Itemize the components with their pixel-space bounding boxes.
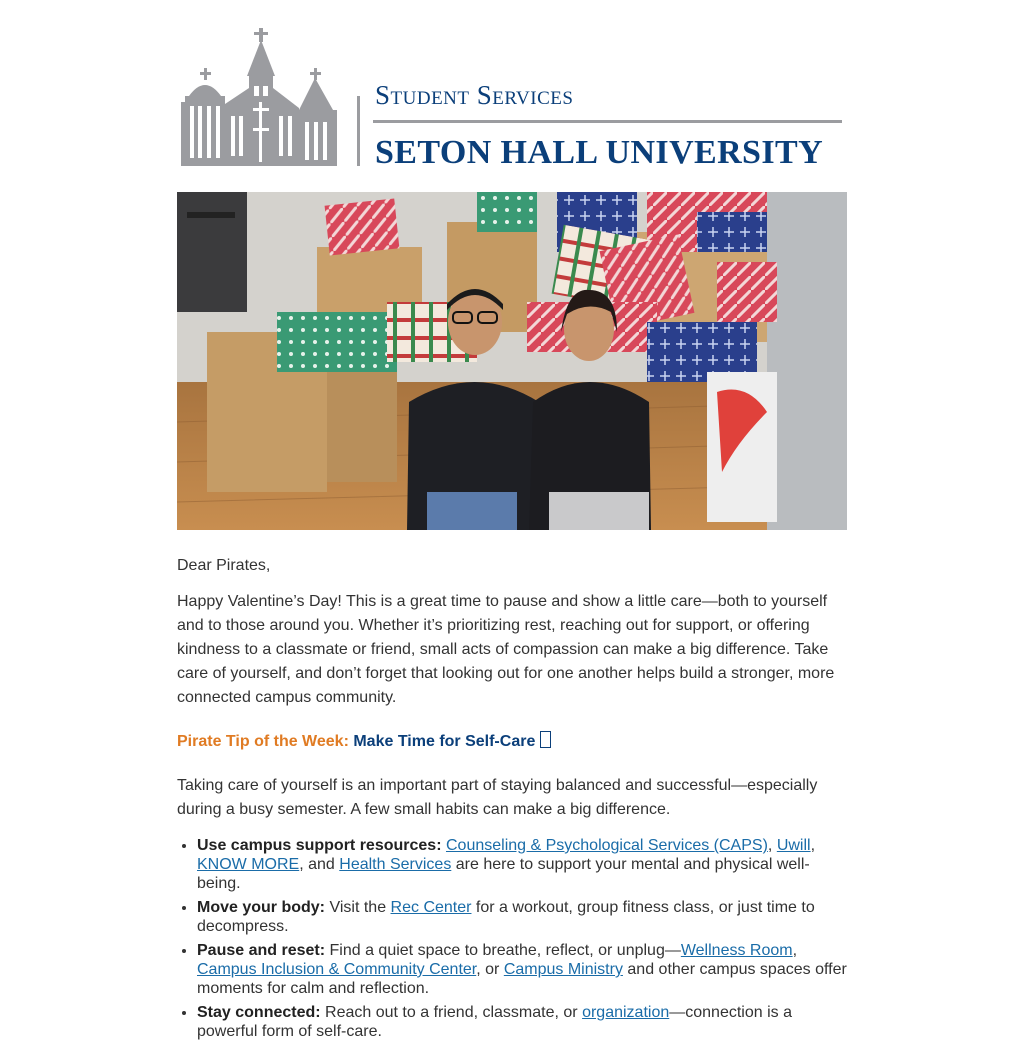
list-item [197, 941, 847, 998]
campus-ministry-link[interactable]: Campus Ministry [503, 961, 623, 978]
item-heading: Pause and reset: [197, 942, 326, 959]
item-heading: Move your body: [197, 899, 326, 916]
rec-center-link[interactable]: Rec Center [390, 899, 472, 916]
missing-glyph-icon [540, 731, 551, 748]
health-services-link[interactable]: Health Services [339, 856, 452, 873]
item-heading: Stay connected: [197, 1004, 321, 1021]
wellness-room-link[interactable]: Wellness Room [680, 942, 793, 959]
tip-label: Pirate Tip of the Week: [177, 733, 349, 750]
separator-text: , [792, 942, 798, 959]
item-text: Visit the [329, 899, 387, 916]
caps-link[interactable]: Counseling & Psychological Services (CAPS) [445, 837, 768, 854]
list-item [197, 1003, 847, 1041]
organization-link[interactable]: organization [582, 1004, 670, 1021]
greeting: Dear Pirates, [177, 557, 271, 574]
item-text: are here to support your mental and physical well-being. [197, 856, 810, 892]
know-more-link[interactable]: KNOW MORE [197, 856, 300, 873]
item-text: and other campus spaces offer moments for calm and reflection. [197, 961, 847, 997]
brand-divider-vertical [357, 96, 360, 166]
item-heading: Use campus support resources: [197, 837, 442, 854]
item-text: —connection is a powerful form of self-care. [197, 1004, 792, 1040]
church-building-icon [181, 28, 343, 168]
lead-paragraph: Taking care of yourself is an important part of staying balanced and successful—especially during a busy semester. A few small habits can make a big difference. [177, 777, 818, 818]
separator-text: , and [299, 856, 335, 873]
tips-list [177, 836, 847, 1041]
tip-title: Make Time for Self-Care [353, 733, 536, 750]
item-text: for a workout, group fitness class, or just time to decompress. [197, 899, 815, 935]
intro-paragraph: Happy Valentine’s Day! This is a great time to pause and show a little care—both to yourself and to those around you. Whether it’s prioritizing rest, reaching out for support, or offering kindness to a classmate or friend, small acts of compassion can make a big difference. Take care of yourself, and don’t forget that looking out for one another helps build a stronger, more connected campus community. [177, 593, 835, 706]
list-item [197, 898, 847, 936]
inclusion-center-link[interactable]: Campus Inclusion & Community Center [197, 961, 477, 978]
list-item [197, 836, 847, 893]
brand-university: SETON HALL UNIVERSITY [375, 134, 824, 171]
hero-photo [177, 192, 847, 530]
separator-text: , or [476, 961, 500, 978]
separator-text: , [767, 837, 773, 854]
uwill-link[interactable]: Uwill [776, 837, 811, 854]
header [177, 0, 847, 192]
separator-text: , [810, 837, 816, 854]
pirate-tip [177, 730, 847, 754]
item-text: Reach out to a friend, classmate, or [325, 1004, 578, 1021]
brand-department: Student Services [375, 80, 574, 110]
item-text: Find a quiet space to breathe, reflect, or unplug— [329, 942, 681, 959]
email-body [177, 0, 847, 1041]
brand-divider [373, 120, 842, 123]
